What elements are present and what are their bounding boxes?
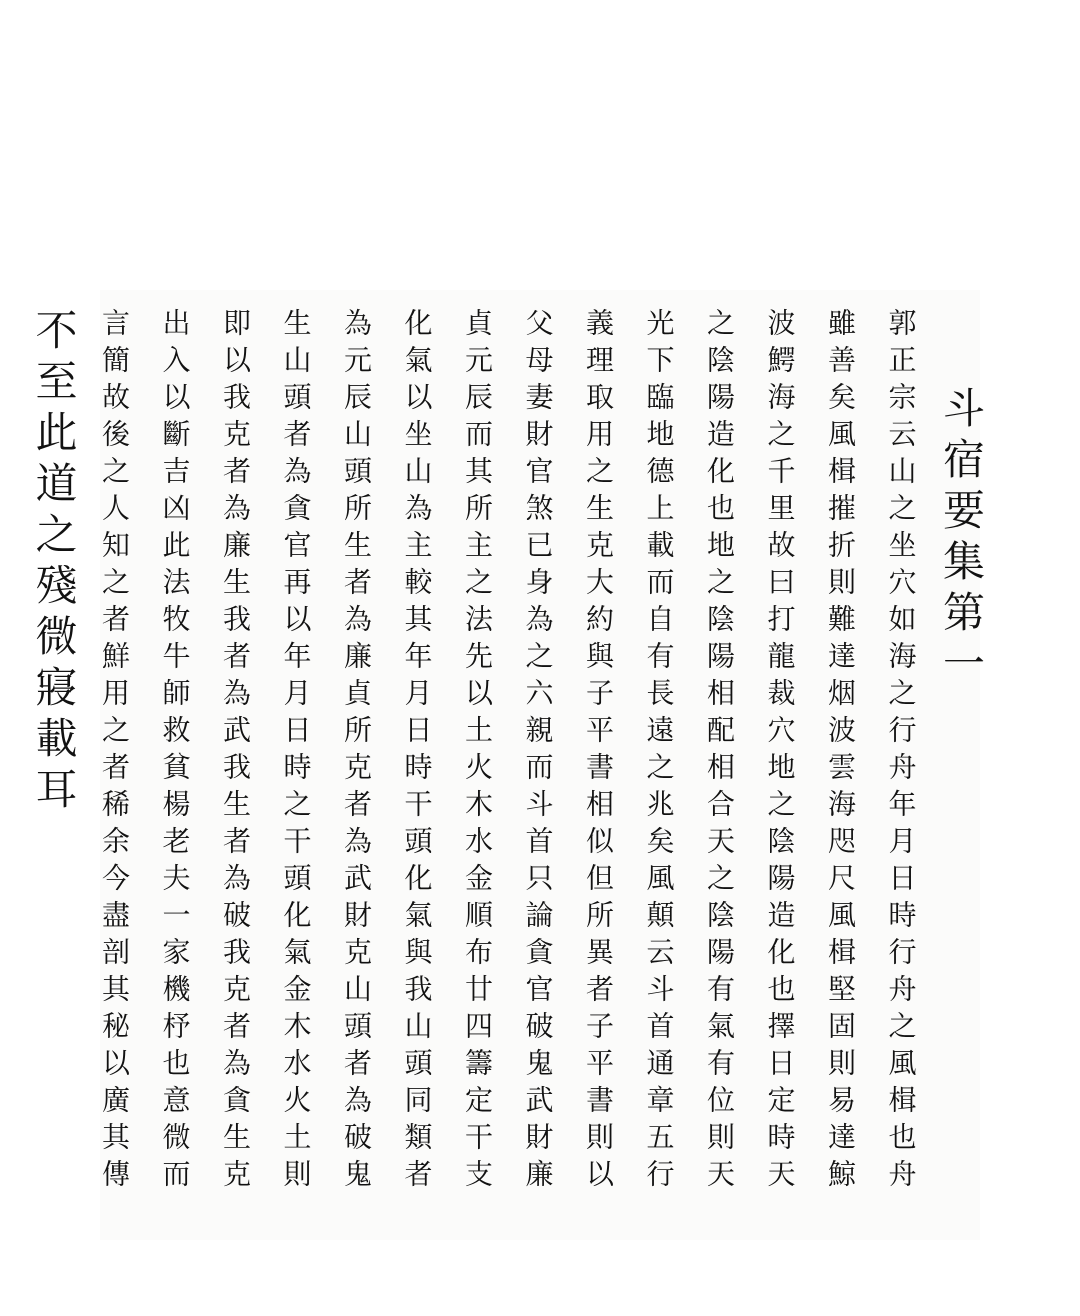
text-column-13: 出入以斷吉凶此法牧牛師救貧楊老夫一家機杼也意微而	[158, 308, 192, 1196]
text-column-12: 即以我克者為廉生我者為武我生者為破我克者為貪生克	[219, 308, 252, 1196]
text-column-10: 為元辰山頭所生者為廉貞所克者為武財克山頭者為破鬼	[340, 308, 373, 1196]
text-column-15: 不至此道之殘微寢載耳	[29, 308, 79, 818]
vertical-text-block	[29, 290, 986, 1230]
text-column-9: 化氣以坐山為主較其年月日時干頭化氣與我山頭同類者	[400, 308, 434, 1196]
text-column-5: 光下臨地德上載而自有長遠之兆矣風顛云斗首通章五行	[642, 308, 676, 1196]
text-column-4: 之陰陽造化也地之陰陽相配相合天之陰陽有氣有位則天	[703, 308, 736, 1196]
text-column-1: 郭正宗云山之坐穴如海之行舟年月日時行舟之風楫也舟	[884, 308, 918, 1196]
text-column-3: 波鰐海之千里故曰打龍裁穴地之陰陽造化也擇日定時天	[763, 308, 797, 1196]
text-column-7: 父母妻財官煞已身為之六親而斗首只論貪官破鬼武財廉	[521, 308, 555, 1196]
heading-column: 斗宿要集第一	[937, 386, 986, 692]
text-column-6: 義理取用之生克大約與子平書相似但所異者子平書則以	[582, 308, 615, 1196]
text-column-14: 言簡故後之人知之者鮮用之者稀余今盡剖其秘以廣其傳	[98, 308, 131, 1196]
text-column-8: 貞元辰而其所主之法先以土火木水金順布廿四籌定干支	[461, 308, 494, 1196]
text-column-11: 生山頭者為貪官再以年月日時之干頭化氣金木水火土則	[279, 308, 313, 1196]
text-column-2: 雖善矣風楫摧折則難達烟波雲海咫尺風楫堅固則易達鯨	[824, 308, 857, 1196]
